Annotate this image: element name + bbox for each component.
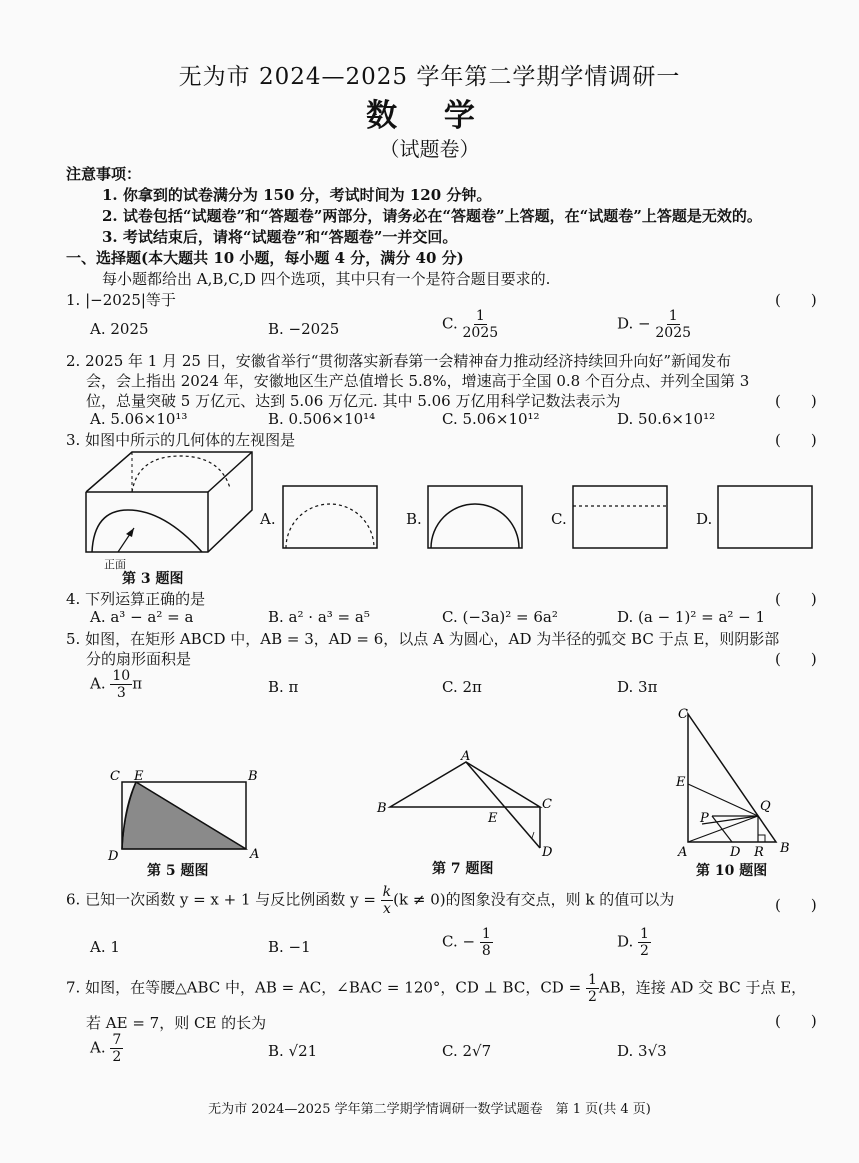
q7-option-c: C. 2√7 xyxy=(442,1042,492,1060)
q2-answer-paren: ( ) xyxy=(775,392,817,410)
q3-option-d-view xyxy=(717,485,813,549)
q5-answer-paren: ( ) xyxy=(775,650,817,668)
q1-option-a: A. 2025 xyxy=(90,320,149,338)
q3-option-a-view xyxy=(282,485,378,549)
q5-option-c: C. 2π xyxy=(442,678,482,696)
q2-line-1: 2. 2025 年 1 月 25 日，安徽省举行“贯彻落实新春第一会精神奋力推动经济持续回升向好”新闻发布 xyxy=(66,352,732,370)
q2-line-3: 位，总量突破 5 万亿元、达到 5.06 万亿元. 其中 5.06 万亿用科学记数法表示为 xyxy=(86,392,621,410)
page-footer: 无为市 2024—2025 学年第二学期学情调研一数学试题卷 第 1 页(共 4 页) xyxy=(208,1102,651,1117)
q6-stem: 6. 已知一次函数 y = x + 1 与反比例函数 y = $\frac{k}{x}$ (k ≠ 0)的图象没有交点，则 k 的值可以为 xyxy=(66,884,675,917)
q5-point-C: C xyxy=(110,769,120,784)
q3-option-c-label: C. xyxy=(551,510,567,528)
q1-answer-paren: ( ) xyxy=(775,291,817,309)
q10-point-E: E xyxy=(676,775,686,790)
q7-point-A: A xyxy=(461,749,471,764)
q1-option-d: D. − $\frac{1}{2025}$ xyxy=(617,308,692,341)
q7-figure xyxy=(374,749,564,862)
q10-point-D: D xyxy=(730,845,741,860)
q10-point-Q: Q xyxy=(760,799,771,814)
q3-option-b-view xyxy=(427,485,523,549)
q7-option-d: D. 3√3 xyxy=(617,1042,667,1060)
q7-line-1: 7. 如图，在等腰△ABC 中，AB = AC，∠BAC = 120°，CD ⊥ BC，CD = $\frac{1}{2}$ AB，连接 AD 交 BC 于点 E， xyxy=(66,972,807,1005)
q2-option-a: A. 5.06×10¹³ xyxy=(90,410,188,428)
q10-point-A: A xyxy=(678,845,688,860)
q2-option-d: D. 50.6×10¹² xyxy=(617,410,716,428)
q3-figure-caption: 第 3 题图 xyxy=(122,571,184,587)
q3-stem: 3. 如图中所示的几何体的左视图是 xyxy=(66,431,296,449)
q10-point-P: P xyxy=(700,811,709,826)
q2-line-2: 会，会上指出 2024 年，安徽地区生产总值增长 5.8%，增速高于全国 0.8 个百分点、并列全国第 3 xyxy=(86,372,750,390)
section-instruction: 每小题都给出 A,B,C,D 四个选项，其中只有一个是符合题目要求的. xyxy=(102,270,551,288)
q1-option-c: C. $\frac{1}{2025}$ xyxy=(442,308,499,341)
paper-type: （试题卷） xyxy=(379,137,480,161)
q5-option-d: D. 3π xyxy=(617,678,658,696)
q10-figure xyxy=(672,704,802,862)
q6-answer-paren: ( ) xyxy=(775,896,817,914)
q4-answer-paren: ( ) xyxy=(775,590,817,608)
q7-option-b: B. √21 xyxy=(268,1042,318,1060)
q3-option-c-view xyxy=(572,485,668,549)
q6-option-b: B. −1 xyxy=(268,938,311,956)
q3-option-b-label: B. xyxy=(406,510,422,528)
q3-solid-figure xyxy=(80,448,260,573)
q5-line-1: 5. 如图，在矩形 ABCD 中，AB = 3，AD = 6，以点 A 为圆心，AD 为半径的弧交 BC 于点 E，则阴影部 xyxy=(66,630,780,648)
q7-point-E: E xyxy=(488,811,498,826)
q3-front-label: 正面 xyxy=(104,558,126,571)
q10-point-R: R xyxy=(754,845,764,860)
q5-figure xyxy=(108,768,268,863)
q5-point-A: A xyxy=(250,847,260,862)
q1-stem: 1. |−2025|等于 xyxy=(66,291,176,309)
exam-title: 无为市 2024—2025 学年第二学期学情调研一 xyxy=(178,64,681,90)
q7-point-C: C xyxy=(542,797,552,812)
q3-option-a-label: A. xyxy=(260,510,276,528)
q5-figure-caption: 第 5 题图 xyxy=(147,863,209,879)
q5-point-B: B xyxy=(248,769,258,784)
q5-option-b: B. π xyxy=(268,678,299,696)
q7-figure-caption: 第 7 题图 xyxy=(432,861,494,877)
q7-line-2: 若 AE = 7，则 CE 的长为 xyxy=(86,1014,267,1032)
q4-option-a: A. a³ − a² = a xyxy=(90,608,194,626)
q10-figure-caption: 第 10 题图 xyxy=(696,863,768,879)
notice-heading: 注意事项： xyxy=(66,165,142,183)
q6-option-a: A. 1 xyxy=(90,938,120,956)
q7-point-B: B xyxy=(377,801,387,816)
subject-title: 数 学 xyxy=(366,98,493,134)
q7-answer-paren: ( ) xyxy=(775,1012,817,1030)
q4-stem: 4. 下列运算正确的是 xyxy=(66,590,206,608)
notice-item-1: 1. 你拿到的试卷满分为 150 分，考试时间为 120 分钟。 xyxy=(102,186,492,204)
q3-answer-paren: ( ) xyxy=(775,431,817,449)
q2-option-c: C. 5.06×10¹² xyxy=(442,410,540,428)
q3-option-d-label: D. xyxy=(696,510,713,528)
notice-item-2: 2. 试卷包括“试题卷”和“答题卷”两部分，请务必在“答题卷”上答题，在“试题卷”上答题是无效的。 xyxy=(102,207,762,225)
notice-item-3: 3. 考试结束后，请将“试题卷”和“答题卷”一并交回。 xyxy=(102,228,458,246)
q2-option-b: B. 0.506×10¹⁴ xyxy=(268,410,376,428)
q7-point-D: D xyxy=(542,845,553,860)
q10-point-B: B xyxy=(780,841,790,856)
q1-option-b: B. −2025 xyxy=(268,320,340,338)
q5-option-a: A. $\frac{10}{3}$ π xyxy=(90,668,143,701)
q6-option-c: C. − $\frac{1}{8}$ xyxy=(442,926,491,959)
q4-option-b: B. a² · a³ = a⁵ xyxy=(268,608,370,626)
q5-line-2: 分的扇形面积是 xyxy=(86,650,192,668)
q7-option-a: A. $\frac{7}{2}$ xyxy=(90,1032,122,1065)
q10-point-C: C xyxy=(678,707,688,722)
q4-option-c: C. (−3a)² = 6a² xyxy=(442,608,558,626)
q5-point-D: D xyxy=(108,849,119,864)
section-title: 一、选择题(本大题共 10 小题，每小题 4 分，满分 40 分) xyxy=(66,249,464,267)
q6-option-d: D. $\frac{1}{2}$ xyxy=(617,926,649,959)
q5-point-E: E xyxy=(134,769,144,784)
q4-option-d: D. (a − 1)² = a² − 1 xyxy=(617,608,766,626)
